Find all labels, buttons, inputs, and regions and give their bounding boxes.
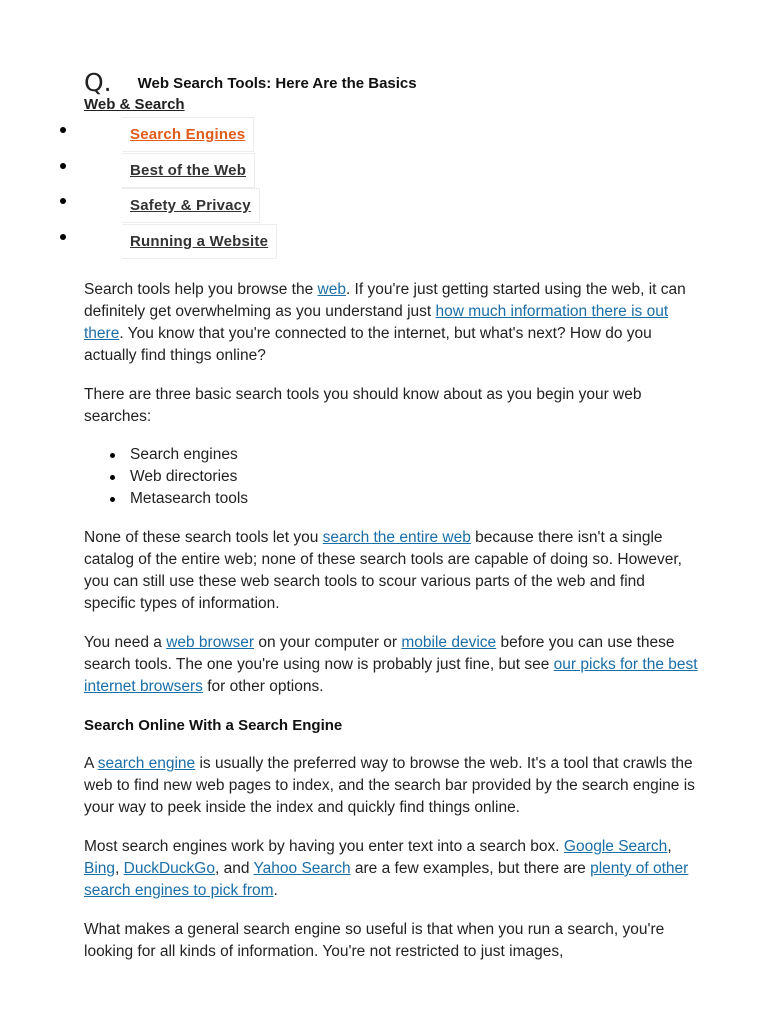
nav-link-running-website[interactable]: Running a Website (130, 232, 269, 250)
link-how-much-information[interactable]: how much information there is out there (84, 303, 669, 342)
text: None of these search tools let you (84, 529, 323, 546)
bullet-icon (110, 497, 115, 502)
list-item (84, 444, 248, 466)
text: , (667, 838, 672, 855)
link-other-search-engines[interactable]: plenty of other search engines to pick from (84, 860, 689, 899)
text: on your computer or (254, 634, 402, 651)
bullet-icon (110, 453, 115, 458)
section-heading-search-engine: Search Online With a Search Engine (84, 717, 343, 734)
text: . You know that you're connected to the internet, but what's next? How do you actually find things online? (84, 325, 652, 364)
text: before you can use these search tools. The one you're using now is probably just fine, but see (84, 634, 675, 673)
text: for other options. (202, 678, 324, 695)
nav-box (122, 117, 254, 152)
link-bing[interactable]: Bing (84, 860, 116, 877)
list-item-label: Search engines (130, 446, 238, 463)
list-item (84, 488, 248, 510)
text: . (273, 882, 278, 899)
bullet-icon (110, 475, 115, 480)
text: is usually the preferred way to browse the web. It's a tool that crawls the web to find new web pages to index, and the search bar provided by the search engine is your way to peek inside the index and quickly find things online. (84, 755, 695, 816)
list-item-label: Web directories (130, 468, 238, 485)
search-tools-list (84, 444, 248, 510)
paragraph-browser (84, 632, 700, 698)
paragraph-general-search: What makes a general search engine so useful is that when you run a search, you're looking for all kinds of information. You're not restricted to just images, (84, 921, 665, 960)
link-best-browsers[interactable]: our picks for the best internet browsers (84, 656, 698, 695)
text: , and (214, 860, 254, 877)
nav-box (122, 153, 255, 188)
text: Search tools help you browse the (84, 281, 318, 298)
paragraph-no-catalog (84, 527, 700, 615)
link-mobile-device[interactable]: mobile device (401, 634, 497, 651)
q-mark: Q. (84, 68, 112, 97)
link-yahoo-search[interactable]: Yahoo Search (253, 860, 351, 877)
link-search-engine[interactable]: search engine (97, 755, 196, 772)
paragraph-search-engine (84, 753, 700, 819)
text: . If you're just getting started using the web, it can definitely get overwhelming as you understand just (84, 281, 686, 320)
link-search-entire-web[interactable]: search the entire web (322, 529, 471, 546)
link-google-search[interactable]: Google Search (563, 838, 668, 855)
page-title: Web Search Tools: Here Are the Basics (137, 75, 417, 92)
bullet-icon (60, 163, 66, 169)
list-item-label: Metasearch tools (130, 490, 249, 507)
link-web[interactable]: web (317, 281, 346, 298)
breadcrumb-web-search[interactable]: Web & Search (84, 96, 185, 113)
text: because there isn't a single catalog of the entire web; none of these search tools are capable of doing so. However, you can still use these web search tools to scour various parts of the web and find specific types of information. (84, 529, 682, 612)
list-item (84, 466, 248, 488)
link-duckduckgo[interactable]: DuckDuckGo (123, 860, 215, 877)
text: , (115, 860, 124, 877)
bullet-icon (60, 234, 66, 240)
paragraph-examples (84, 836, 700, 902)
question-header (84, 66, 417, 96)
nav-link-search-engines[interactable]: Search Engines (130, 126, 246, 143)
link-web-browser[interactable]: web browser (166, 634, 255, 651)
text: Most search engines work by having you enter text into a search box. (84, 838, 564, 855)
bullet-icon (60, 127, 66, 133)
text: You need a (84, 634, 167, 651)
paragraph-intro (84, 279, 700, 367)
text: are a few examples, but there are (350, 860, 591, 877)
paragraph-three-tools: There are three basic search tools you should know about as you begin your web searches: (84, 386, 642, 425)
nav-box (122, 224, 277, 259)
nav-link-best-of-web[interactable]: Best of the Web (130, 161, 247, 179)
nav-box (122, 188, 260, 223)
nav-link-safety-privacy[interactable]: Safety & Privacy (130, 197, 251, 214)
text: A (84, 755, 98, 772)
bullet-icon (60, 198, 66, 204)
